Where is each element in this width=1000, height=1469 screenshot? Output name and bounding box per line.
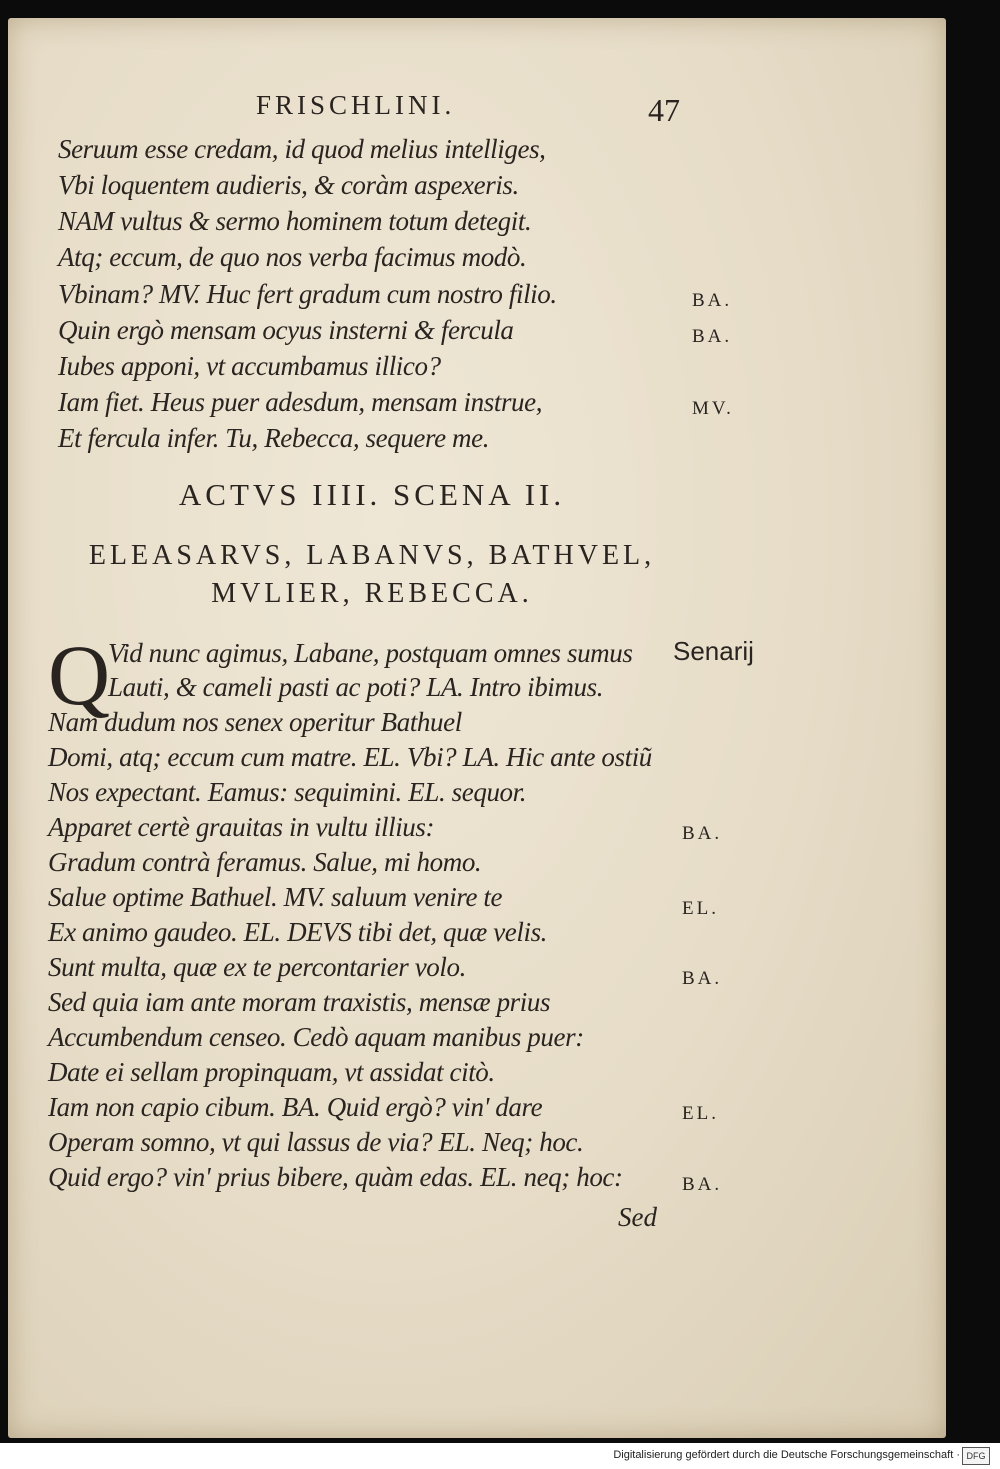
cast-line: ELEASARVS, LABANVS, BATHVEL, bbox=[88, 540, 656, 571]
margin-note: Senarij bbox=[673, 636, 754, 666]
verse-line: Et fercula infer. Tu, Rebecca, sequere me. bbox=[58, 423, 490, 453]
act-heading: ACTVS IIII. SCENA II. bbox=[178, 477, 566, 512]
speaker-label: MV. bbox=[692, 398, 734, 419]
verse-line: NAM vultus & sermo hominem totum detegit. bbox=[58, 206, 532, 236]
verse-line: Quid ergo? vin' prius bibere, quàm edas. EL. neq; hoc: bbox=[48, 1162, 623, 1192]
verse-line: Operam somno, vt qui lassus de via? EL. Neq; hoc. bbox=[48, 1127, 584, 1157]
running-title: FRISCHLINI. bbox=[256, 90, 456, 120]
drop-cap: Q bbox=[48, 627, 111, 723]
verse-line: Vid nunc agimus, Labane, postquam omnes sumus bbox=[108, 638, 633, 668]
verse-line: Apparet certè grauitas in vultu illius: bbox=[48, 812, 435, 842]
dfg-logo-icon: DFG bbox=[962, 1447, 990, 1465]
verse-line: Sed quia iam ante moram traxistis, mensæ prius bbox=[48, 987, 551, 1017]
verse-line: Sunt multa, quæ ex te percontarier volo. bbox=[48, 952, 466, 982]
speaker-label: BA. bbox=[682, 1174, 723, 1195]
verse-line: Ex animo gaudeo. EL. DEVS tibi det, quæ velis. bbox=[48, 917, 548, 947]
footer-credit: Digitalisierung gefördert durch die Deutsche Forschungsgemeinschaft · bbox=[613, 1449, 960, 1461]
speaker-label: BA. bbox=[692, 326, 733, 347]
verse-line: Domi, atq; eccum cum matre. EL. Vbi? LA. Hic ante ostiũ bbox=[48, 742, 652, 772]
verse-line: Salue optime Bathuel. MV. saluum venire te bbox=[48, 882, 503, 912]
verse-line: Quin ergò mensam ocyus insterni & fercula bbox=[58, 315, 514, 345]
verse-line: Nos expectant. Eamus: sequimini. EL. sequor. bbox=[48, 777, 527, 807]
verse-line: Date ei sellam propinquam, vt assidat citò. bbox=[48, 1057, 495, 1087]
verse-line: Lauti, & cameli pasti ac poti? LA. Intro ibimus. bbox=[108, 672, 604, 702]
cast-line: MVLIER, REBECCA. bbox=[211, 578, 533, 609]
speaker-label: EL. bbox=[682, 898, 719, 919]
verse-line: Seruum esse credam, id quod melius intelliges, bbox=[58, 134, 546, 164]
speaker-label: EL. bbox=[682, 1103, 719, 1124]
speaker-label: BA. bbox=[682, 823, 723, 844]
verse-line: Vbinam? MV. Huc fert gradum cum nostro filio. bbox=[58, 279, 557, 309]
page-number: 47 bbox=[648, 92, 680, 128]
verse-line: Iam non capio cibum. BA. Quid ergò? vin' dare bbox=[48, 1092, 543, 1122]
verse-line: Nam dudum nos senex operitur Bathuel bbox=[48, 707, 462, 737]
verse-line: Iubes apponi, vt accumbamus illico? bbox=[58, 351, 441, 381]
verse-line: Vbi loquentem audieris, & coràm aspexeris. bbox=[58, 170, 519, 200]
verse-line: Atq; eccum, de quo nos verba facimus modò. bbox=[58, 242, 527, 272]
verse-line: Iam fiet. Heus puer adesdum, mensam instrue, bbox=[58, 387, 543, 417]
speaker-label: BA. bbox=[682, 968, 723, 989]
speaker-label: BA. bbox=[692, 290, 733, 311]
catchword: Sed bbox=[618, 1202, 657, 1232]
book-page bbox=[8, 18, 946, 1438]
verse-line: Gradum contrà feramus. Salue, mi homo. bbox=[48, 847, 482, 877]
verse-line: Accumbendum censeo. Cedò aquam manibus puer: bbox=[48, 1022, 584, 1052]
